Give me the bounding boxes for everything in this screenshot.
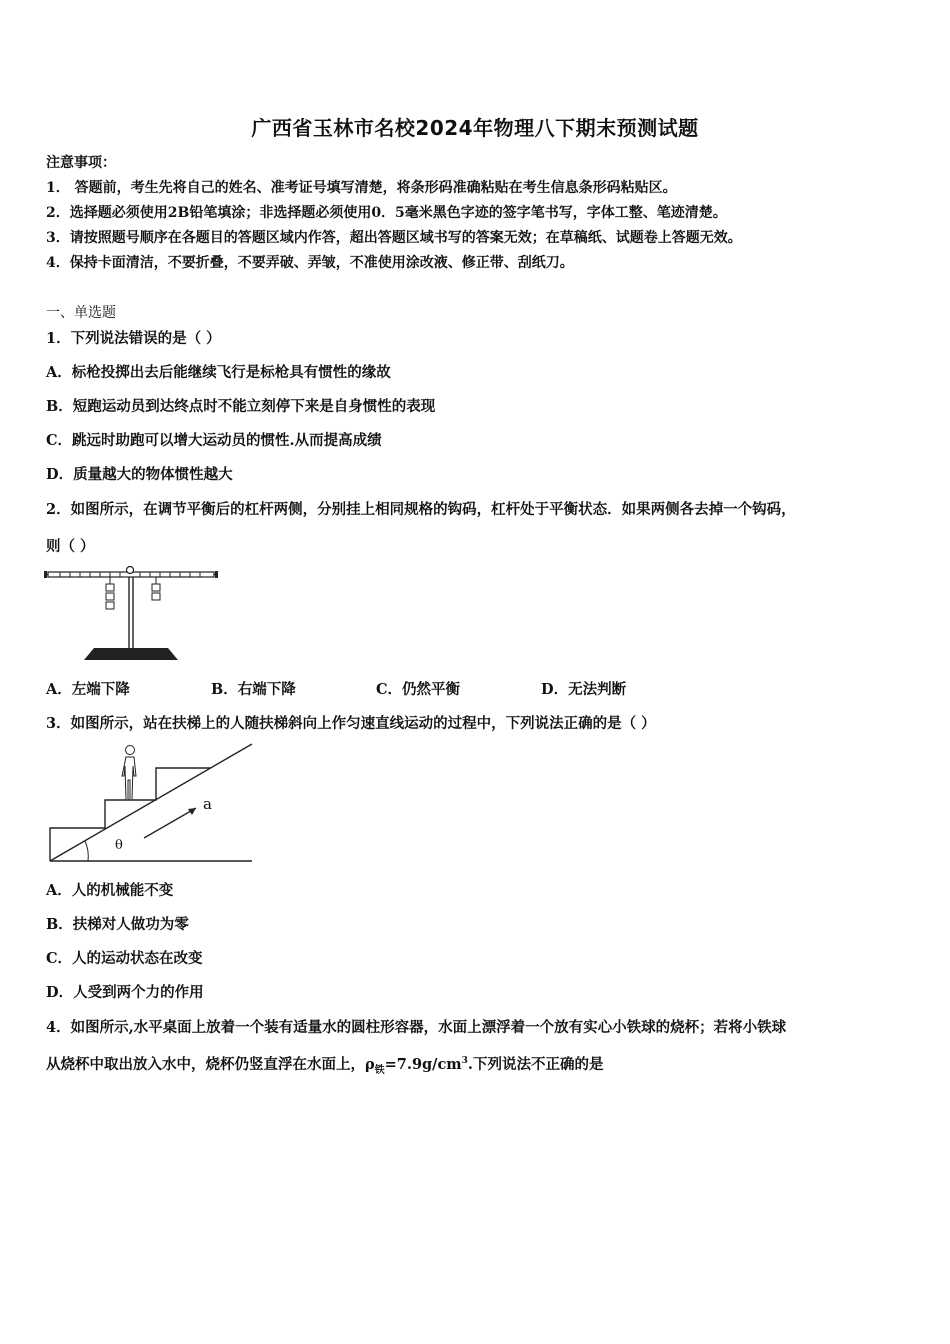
notice-item: 2．选择题必须使用2B铅笔填涂；非选择题必须使用0．5毫米黑色字迹的签字笔书写，字体工整、笔迹清楚。: [46, 205, 727, 221]
accel-label: a: [203, 795, 212, 813]
q2-option-b: B．右端下降: [211, 681, 296, 698]
q2-option-d: D．无法判断: [541, 681, 627, 698]
q1-option-a: A．标枪投掷出去后能继续飞行是标枪具有惯性的缘故: [46, 364, 391, 381]
page-title: 广西省玉林市名校2024年物理八下期末预测试题: [251, 116, 699, 140]
q4-stem-text-b: =7.9g/cm: [384, 1056, 462, 1073]
angle-label: θ: [115, 838, 123, 853]
escalator-figure: [48, 742, 254, 864]
q3-stem: 3．如图所示，站在扶梯上的人随扶梯斜向上作匀速直线运动的过程中，下列说法正确的是（ ）: [46, 715, 656, 732]
notice-item: 4．保持卡面清洁，不要折叠，不要弄破、弄皱，不准使用涂改液、修正带、刮纸刀。: [46, 255, 574, 271]
section-heading: 一、单选题: [46, 305, 116, 321]
q3-option-d: D．人受到两个力的作用: [46, 984, 204, 1001]
q1-option-d: D．质量越大的物体惯性越大: [46, 466, 233, 483]
q2-stem-line1: 2．如图所示，在调节平衡后的杠杆两侧，分别挂上相同规格的钩码，杠杆处于平衡状态．如果两侧各去掉一个钩码，: [46, 501, 796, 518]
notice-item: 1． 答题前，考生先将自己的姓名、准考证号填写清楚，将条形码准确粘贴在考生信息条形码粘贴区。: [46, 180, 677, 196]
q4-stem-text-a: 从烧杯中取出放入水中，烧杯仍竖直浮在水面上，ρ: [46, 1056, 375, 1073]
q4-stem-text-c: .下列说法不正确的是: [467, 1056, 604, 1073]
q2-stem-line2: 则（ ）: [46, 538, 95, 555]
notice-item: 3．请按照题号顺序在各题目的答题区域内作答，超出答题区域书写的答案无效；在草稿纸、试题卷上答题无效。: [46, 230, 742, 246]
q4-density-subscript: 铁: [374, 1064, 385, 1076]
q1-option-b: B．短跑运动员到达终点时不能立刻停下来是自身惯性的表现: [46, 398, 436, 415]
q3-option-a: A．人的机械能不变: [46, 882, 174, 899]
q3-option-b: B．扶梯对人做功为零: [46, 916, 189, 933]
notice-heading: 注意事项：: [46, 155, 116, 171]
q3-option-c: C．人的运动状态在改变: [46, 950, 203, 967]
q4-stem-line1: 4．如图所示,水平桌面上放着一个装有适量水的圆柱形容器，水面上漂浮着一个放有实心小铁球的烧杯；若将小铁球: [46, 1019, 787, 1036]
q2-option-c: C．仍然平衡: [376, 681, 461, 698]
q4-stem-line2: [46, 1053, 603, 1076]
q1-option-c: C．跳远时助跑可以增大运动员的惯性.从而提高成绩: [46, 432, 382, 449]
q4-unit-superscript: 3: [461, 1056, 468, 1067]
lever-figure: [44, 562, 222, 666]
q1-stem: 1．下列说法错误的是（ ）: [46, 330, 221, 347]
q2-option-a: A．左端下降: [46, 681, 130, 698]
